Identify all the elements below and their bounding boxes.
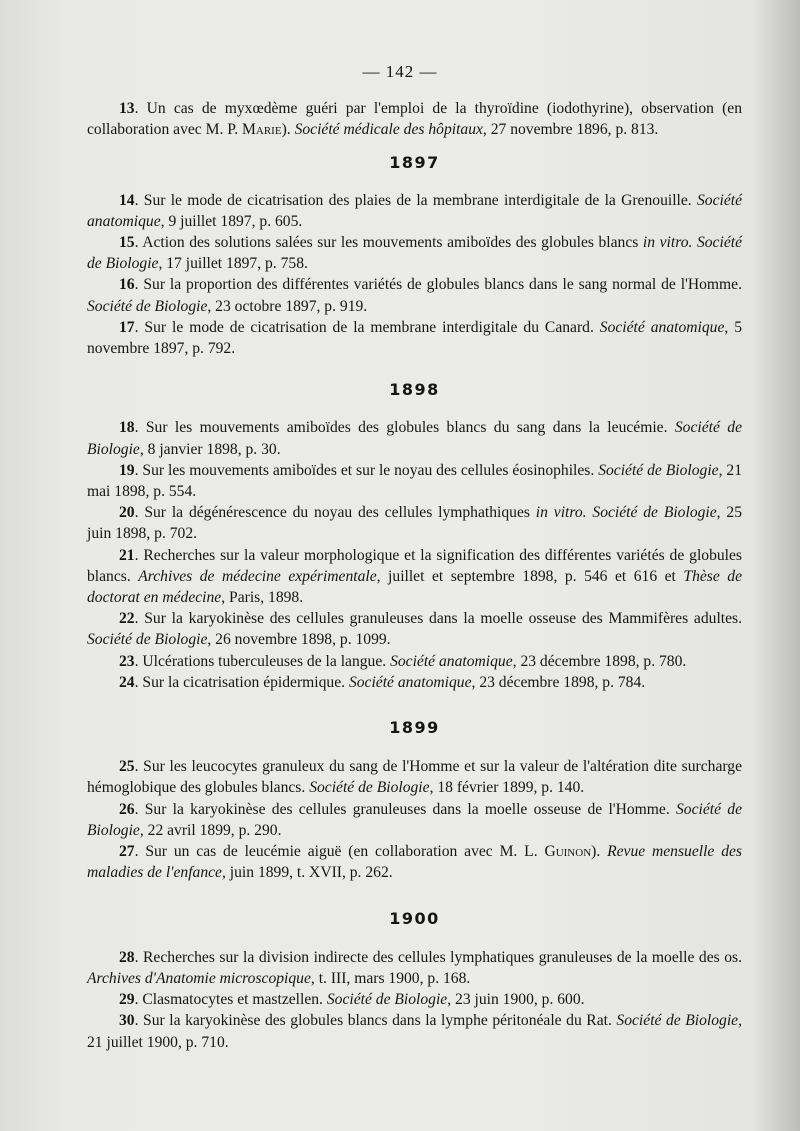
entry-text: . Action des solutions salées sur les mouvements amiboïdes des globules blancs: [134, 234, 643, 252]
entry-text: , 9 juillet 1897, p. 605.: [160, 212, 303, 230]
entry-number: 17: [119, 318, 135, 336]
journal-title: Société de Biologie: [616, 1012, 739, 1030]
journal-title: Société de Biologie: [87, 800, 742, 839]
journal-title: Société médicale des hôpitaux: [294, 121, 483, 139]
journal-title: Société de Biologie: [87, 297, 208, 315]
bibliography-entry: [87, 989, 742, 1010]
entry-text: . Sur la proportion des différentes variétés de globules blancs dans le sang normal de l'Homme.: [134, 276, 742, 294]
entry-text: , Paris, 1898.: [221, 589, 304, 607]
entry-text: . Sur les leucocytes granuleux du sang de l'Homme et sur la valeur de l'altération dite surcharge hémoglobique des globules blancs.: [87, 758, 742, 797]
entry-text: . Sur les mouvements amiboïdes et sur le noyau des cellules éosinophiles.: [134, 461, 599, 479]
journal-title: Société de Biologie: [87, 631, 208, 649]
bibliography-entry: [87, 799, 742, 841]
journal-title: in vitro. Société de Biologie: [87, 234, 742, 273]
entry-text: . Sur le mode de cicatrisation des plaies de la membrane interdigitale de la Grenouille.: [134, 191, 697, 209]
journal-title: Société anatomique: [390, 652, 513, 670]
entry-number: 24: [119, 673, 135, 691]
entry-number: 20: [119, 504, 135, 522]
entry-text: , 21 juillet 1900, p. 710.: [87, 1012, 743, 1051]
entry-text: . Un cas de myxœdème guéri par l'emploi de la thyroïdine (iodothyrine), observation (en collaboration avec M. P.: [87, 100, 742, 139]
entry-number: 29: [119, 991, 135, 1009]
entry-number: 19: [119, 461, 135, 479]
entry-number: 13: [119, 100, 135, 117]
author-name: Guinon: [544, 843, 592, 861]
entry-text: . Sur la karyokinèse des cellules granuleuses dans la moelle osseuse de l'Homme.: [134, 800, 676, 818]
entry-text: , t. III, mars 1900, p. 168.: [310, 969, 471, 987]
entry-text: . Recherches sur la valeur morphologique et la signification des différentes variétés de globules blancs.: [87, 546, 742, 585]
entry-text: . Ulcérations tuberculeuses de la langue.: [134, 652, 391, 670]
author-name: Marie: [242, 121, 282, 139]
journal-title: Société de Biologie: [87, 419, 742, 458]
entry-text: , 23 juin 1900, p. 600.: [447, 991, 585, 1009]
entry-number: 22: [119, 610, 135, 628]
page-number-header: — 142 —: [362, 62, 438, 81]
entry-text: . Sur les mouvements amiboïdes des globules blancs du sang dans la leucémie.: [134, 419, 675, 437]
entry-number: 16: [119, 276, 135, 294]
year-heading-1897: 1897: [389, 153, 440, 173]
journal-title: Société anatomique: [599, 318, 725, 336]
entry-text: , 25 juin 1898, p. 702.: [87, 504, 743, 543]
entry-text: . Sur la cicatrisation épidermique.: [134, 673, 349, 691]
journal-title: Archives de médecine expérimentale: [138, 567, 377, 585]
entry-number: 21: [119, 546, 135, 564]
entry-text: , juillet et septembre 1898, p. 546 et 616 et: [376, 567, 684, 585]
bibliography-entry: [87, 672, 742, 693]
year-heading-1898: 1898: [389, 380, 440, 400]
entry-text: , 8 janvier 1898, p. 30.: [139, 440, 281, 458]
entry-number: 25: [119, 758, 135, 776]
journal-title: in vitro. Société de Biologie: [535, 504, 717, 522]
entry-text: . Recherches sur la division indirecte des cellules lymphatiques granuleuses de la moelle des os.: [134, 948, 742, 966]
bibliography-entry: [87, 947, 742, 989]
entry-text: . Sur le mode de cicatrisation de la membrane interdigitale du Canard.: [134, 318, 600, 336]
entry-text: . Sur la karyokinèse des globules blancs dans la lymphe péritonéale du Rat.: [134, 1012, 617, 1030]
journal-title: Société anatomique: [348, 673, 472, 691]
entry-text: ).: [591, 843, 608, 861]
entry-number: 18: [119, 419, 135, 437]
bibliography-entry: [87, 190, 742, 232]
year-heading-1900: 1900: [389, 908, 440, 928]
entry-number: 28: [119, 948, 135, 966]
bibliography-entry: [87, 460, 742, 502]
entry-text: , 5 novembre 1897, p. 792.: [87, 318, 742, 358]
entry-text: , 22 avril 1899, p. 290.: [139, 821, 282, 839]
journal-title: Société anatomique: [87, 191, 742, 230]
entry-number: 15: [119, 234, 135, 252]
journal-title: Archives d'Anatomie microscopique: [87, 969, 311, 987]
entry-text: , 27 novembre 1896, p. 813.: [482, 121, 659, 139]
entry-text: , 23 octobre 1897, p. 919.: [207, 297, 368, 315]
bibliography-entry: [87, 1010, 742, 1052]
entry-text: . Clasmatocytes et mastzellen.: [134, 991, 327, 1009]
bibliography-entry: [87, 98, 742, 140]
bibliography-list: [87, 98, 742, 1053]
journal-title: Société de Biologie: [326, 991, 448, 1009]
year-heading-1899: 1899: [389, 718, 440, 738]
entry-text: . Sur la karyokinèse des cellules granuleuses dans la moelle osseuse des Mammifères adultes.: [134, 610, 742, 628]
entry-text: ).: [281, 121, 295, 139]
entry-text: . Sur un cas de leucémie aiguë (en collaboration avec M. L.: [134, 843, 545, 861]
entry-number: 23: [119, 652, 135, 670]
entry-number: 27: [119, 843, 135, 861]
entry-text: , 18 février 1899, p. 140.: [429, 779, 585, 797]
journal-title: Société de Biologie: [598, 461, 719, 479]
bibliography-entry: [87, 841, 742, 883]
entry-number: 14: [119, 191, 135, 209]
bibliography-entry: [87, 502, 742, 544]
entry-text: , 21 mai 1898, p. 554.: [87, 461, 742, 501]
entry-text: , 17 juillet 1897, p. 758.: [158, 255, 308, 273]
journal-title: Société de Biologie: [309, 779, 430, 797]
entry-number: 30: [119, 1012, 135, 1030]
bibliography-entry: [87, 756, 742, 798]
bibliography-entry: [87, 608, 742, 650]
bibliography-entry: [87, 417, 742, 459]
entry-text: , 23 décembre 1898, p. 784.: [471, 673, 646, 691]
entry-text: , 23 décembre 1898, p. 780.: [512, 652, 687, 670]
entry-text: , juin 1899, t. XVII, p. 262.: [221, 864, 393, 882]
entry-text: . Sur la dégénérescence du noyau des cellules lymphathiques: [134, 504, 536, 522]
bibliography-entry: [87, 545, 742, 609]
bibliography-entry: [87, 274, 742, 316]
journal-title: Thèse de doctorat en médecine: [87, 567, 742, 607]
entry-number: 26: [119, 800, 135, 818]
entry-text: , 26 novembre 1898, p. 1099.: [207, 631, 391, 649]
bibliography-entry: [87, 651, 742, 672]
bibliography-entry: [87, 317, 742, 359]
journal-title: Revue mensuelle des maladies de l'enfance: [87, 843, 742, 882]
bibliography-entry: [87, 232, 742, 274]
